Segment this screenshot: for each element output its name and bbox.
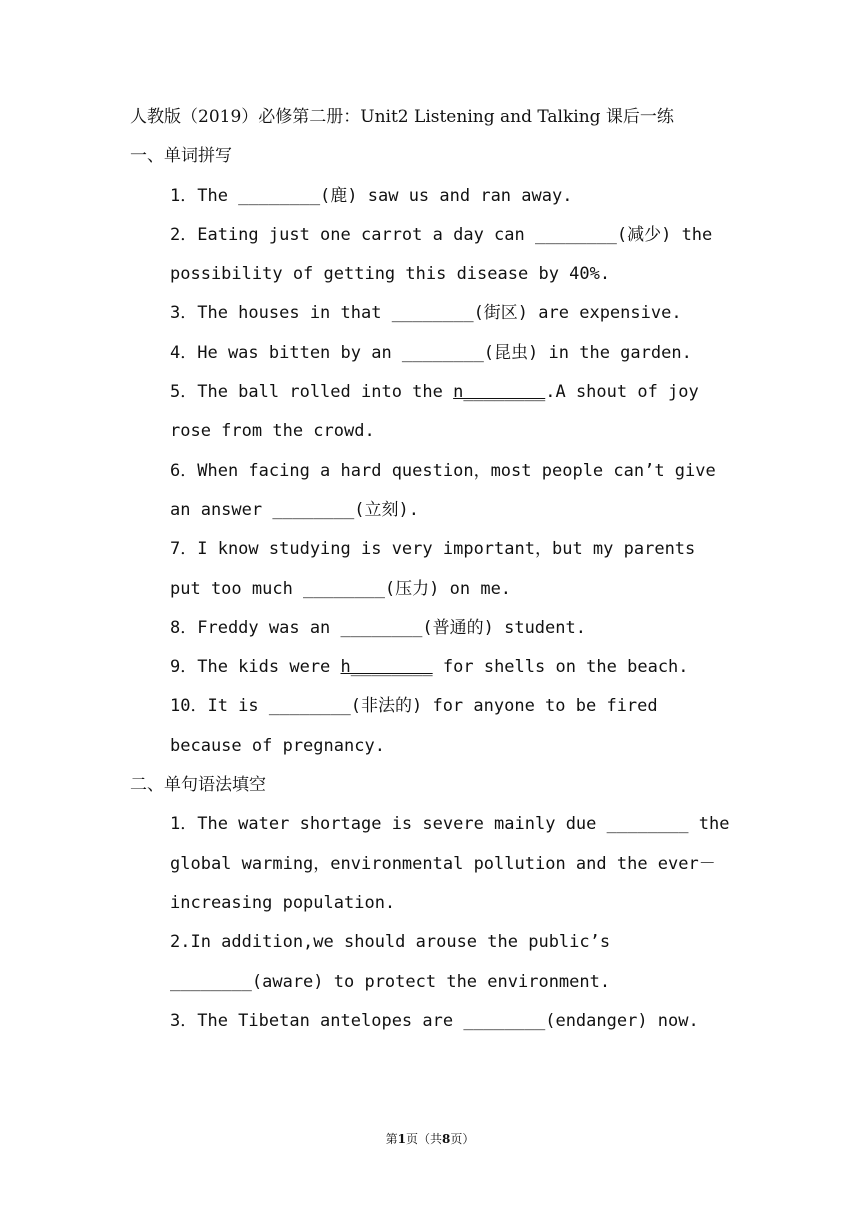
question-item: 7．I know studying is very important，but my parents put too much ________(压力) on me. [170,539,706,599]
section-heading: 二、单句语法填空 [130,775,266,796]
hint-letter-blank: h________ [340,657,433,678]
question-item: 3．The Tibetan antelopes are ________(endanger) now. [170,1010,699,1031]
hint-letter-blank: n________ [453,382,546,403]
section-heading: 一、单词拼写 [130,146,232,167]
question-item: 1．The ________(鹿) saw us and ran away. [170,185,573,206]
page-total: 8 [442,1132,451,1146]
question-item: 2.In addition,we should arouse the public’s ________(aware) to protect the environment. [170,932,621,992]
question-item: 2．Eating just one carrot a day can ________(减少) the possibility of getting this disease by 40%. [170,224,723,285]
question-item: 1．The water shortage is severe mainly due ________ the global warming，environmental pollution and the ever－increasing population. [170,814,740,913]
question-item: 4．He was bitten by an ________(昆虫) in the garden. [170,342,692,363]
page-footer: 第1页（共8页） [385,1132,475,1146]
document-body [130,98,740,1041]
question-item: 3．The houses in that ________(街区) are expensive. [170,303,682,324]
question-item: 8．Freddy was an ________(普通的) student. [170,617,586,638]
question-item: 5．The ball rolled into the n________.A shout of joy rose from the crowd. [170,382,710,442]
page-number: 1 [397,1132,406,1146]
document-title: 人教版（2019）必修第二册：Unit2 Listening and Talking 课后一练 [130,107,674,127]
question-item: 6．When facing a hard question，most people can’t give an answer ________(立刻). [170,460,726,520]
question-item: 10．It is ________(非法的) for anyone to be fired because of pregnancy. [170,696,668,756]
question-item: 9．The kids were h________ for shells on the beach. [170,657,689,678]
